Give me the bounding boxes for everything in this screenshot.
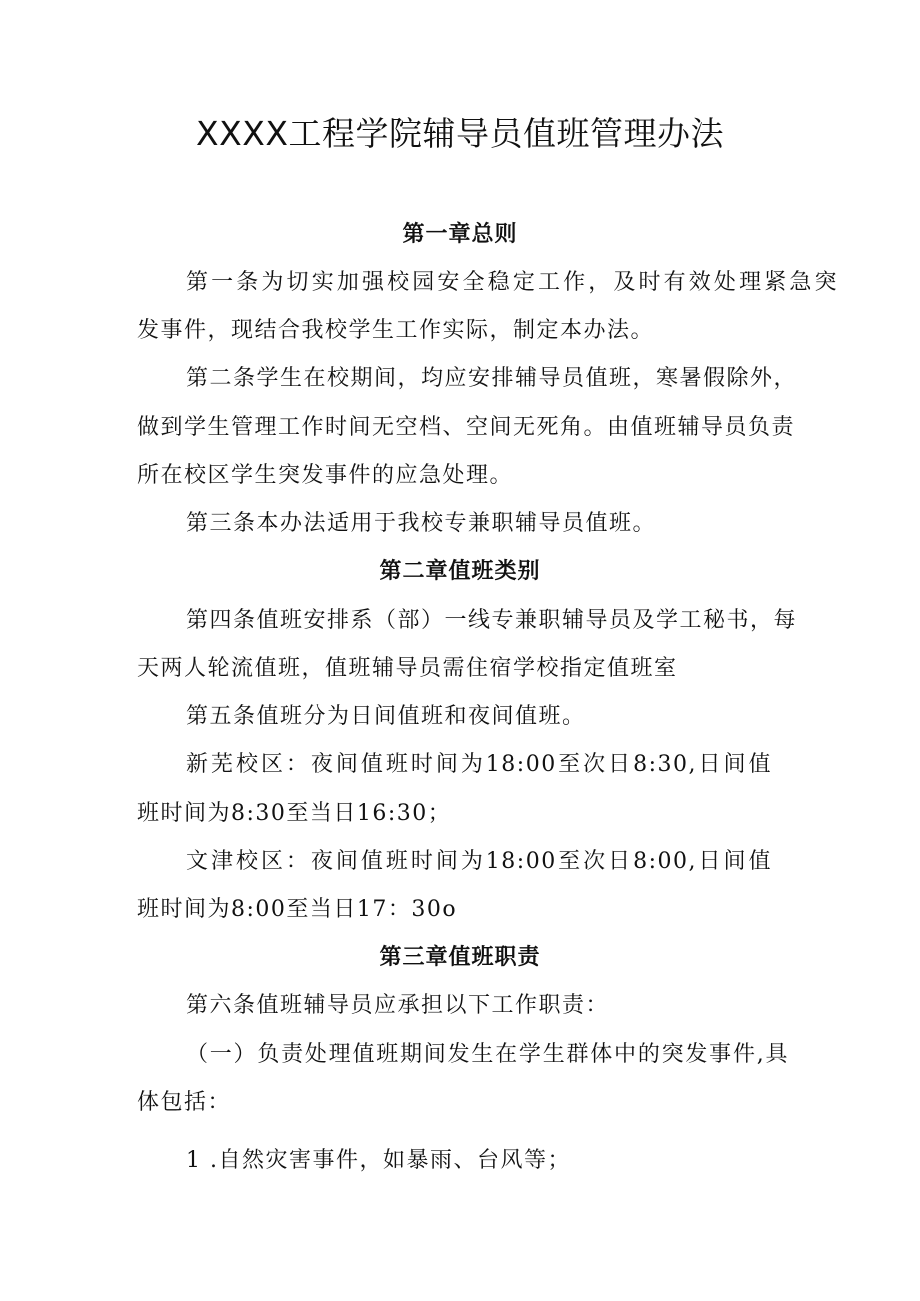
- article-4-line-1: 第四条值班安排系（部）一线专兼职辅导员及学工秘书，每: [186, 608, 798, 633]
- chapter-heading-2: 第二章值班类别: [379, 559, 541, 584]
- chapter-heading-3: 第三章值班职责: [379, 945, 541, 970]
- article-2-line-2: 做到学生管理工作时间无空档、空间无死角。由值班辅导员负责: [137, 415, 796, 440]
- campus-xinwu-line-1: 新芜校区：夜间值班时间为18:00至次日8:30,日间值: [186, 752, 772, 777]
- article-2-line-1: 第二条学生在校期间，均应安排辅导员值班，寒暑假除外，: [186, 366, 798, 391]
- article-6-line-1: 第六条值班辅导员应承担以下工作职责：: [186, 993, 610, 1018]
- campus-wenjin-line-1: 文津校区：夜间值班时间为18:00至次日8:00,日间值: [186, 849, 772, 874]
- duty-1-line-1: （一）负责处理值班期间发生在学生群体中的突发事件,具: [186, 1042, 789, 1067]
- duty-1-line-2: 体包括：: [137, 1090, 232, 1115]
- campus-wenjin-line-2: 班时间为8:00至当日17：30o: [137, 897, 458, 922]
- document-title: XXXX工程学院辅导员值班管理办法: [196, 114, 724, 153]
- article-2-line-3: 所在校区学生突发事件的应急处理。: [137, 463, 514, 488]
- article-3-line-1: 第三条本办法适用于我校专兼职辅导员值班。: [186, 511, 657, 536]
- duty-1-item-1: 1 .自然灾害事件，如暴雨、台风等；: [186, 1148, 571, 1173]
- campus-xinwu-line-2: 班时间为8:30至当日16:30；: [137, 801, 452, 826]
- chapter-heading-1: 第一章总则: [402, 222, 518, 247]
- article-4-line-2: 天两人轮流值班，值班辅导员需住宿学校指定值班室: [137, 656, 678, 681]
- article-1-line-2: 发事件，现结合我校学生工作实际，制定本办法。: [137, 318, 655, 343]
- article-1-line-1: 第一条为切实加强校园安全稳定工作，及时有效处理紧急突: [186, 270, 838, 295]
- article-5-line-1: 第五条值班分为日间值班和夜间值班。: [186, 704, 586, 729]
